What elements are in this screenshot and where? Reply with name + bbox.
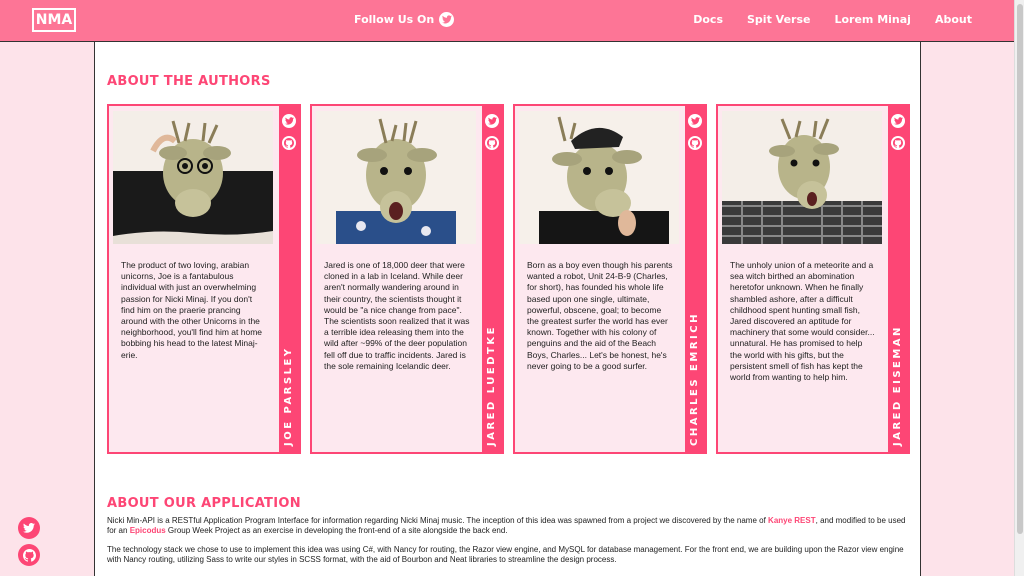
author-strip [888, 106, 908, 452]
twitter-icon[interactable] [688, 114, 702, 128]
authors-title: ABOUT THE AUTHORS [107, 74, 271, 89]
author-card [716, 104, 910, 454]
github-icon[interactable] [891, 136, 905, 150]
author-bio: The unholy union of a meteorite and a sea witch birthed an abomination heretofor unknown. When he finally shambled ashore, after a difficult childhood spent hunting small fish, Jared discovered an aptitude for machinery that some would consider... unnatural. He has promised to help the world with his gifts, but the persistent smell of fish has kept the world from wanting to help him. [730, 260, 875, 383]
logo[interactable]: NMA [32, 8, 76, 32]
nav-link-spit-verse[interactable]: Spit Verse [747, 13, 811, 26]
author-photo [316, 111, 476, 244]
nav-link-lorem-minaj[interactable]: Lorem Minaj [834, 13, 911, 26]
follow-us[interactable] [354, 12, 454, 27]
github-icon[interactable] [18, 544, 40, 566]
author-bio: The product of two loving, arabian unicorns, Joe is a fantabulous individual with just an overwhelming passion for Nicki Minaj. If you don't find him on the praerie prancing around with the other Unicorns in the neighborhood, you'll find him at home bobbing his head to the latest Minaj-erie. [121, 260, 263, 360]
nav-links [693, 13, 972, 26]
author-card [107, 104, 301, 454]
p1-text-b: , and modified to be used for an [107, 516, 906, 535]
epicodus-link[interactable]: Epicodus [129, 526, 166, 535]
navbar [0, 0, 1014, 42]
author-bio: Jared is one of 18,000 deer that were cloned in a lab in Iceland. While deer aren't normally wandering around in their country, the scientists thought it would be "a nice change from pace". The scientists soon realized that it was a terrible idea releasing them into the wild after ~99% of the deer population fell off due to traffic incidents. Jared is the sole remaining Icelandic deer. [324, 260, 470, 371]
author-card [310, 104, 504, 454]
twitter-icon[interactable] [485, 114, 499, 128]
author-photo [519, 111, 679, 244]
github-icon[interactable] [282, 136, 296, 150]
p1-text-c: Group Week Project as an exercise in developing the front-end of a site alongside the back end. [165, 526, 508, 535]
nav-link-about[interactable]: About [934, 13, 972, 26]
follow-label: Follow Us On [354, 13, 435, 26]
author-name: CHARLES EMRICH [689, 312, 700, 446]
author-name: JARED EISEMAN [892, 325, 903, 446]
application-paragraph-1 [107, 516, 912, 536]
twitter-icon[interactable] [18, 517, 40, 539]
author-bio: Born as a boy even though his parents wanted a robot, Unit 24-B-9 (Charles, for short), has founded his whole life based upon one single, ultimate, powerful, obscene, goal; to become the greatest surfer the world has ever known. Together with his colony of penguins and the aid of the Beach Boys, Charles... Let's be honest, he's never going to be a good surfer. [527, 260, 673, 371]
author-name: JARED LUEDTKE [486, 325, 497, 446]
nav-link-docs[interactable]: Docs [693, 13, 723, 26]
twitter-icon[interactable] [282, 114, 296, 128]
author-strip [482, 106, 502, 452]
main-content [94, 42, 921, 576]
twitter-icon[interactable] [439, 12, 454, 27]
application-paragraph-2: The technology stack we chose to use to implement this idea was using C#, with Nancy for routing, the Razor view engine, and MySQL for database management. For the front end, we are building upon the Razor view engine with Nancy routing, utilizing Sass to write our styles in SCSS format, with the aid of Bourbon and Neat libraries to streamline the design process. [107, 545, 904, 564]
author-photo [722, 111, 882, 244]
application-title: ABOUT OUR APPLICATION [107, 496, 301, 511]
author-name: JOE PARSLEY [283, 346, 294, 446]
github-icon[interactable] [485, 136, 499, 150]
scrollbar[interactable] [1014, 0, 1024, 576]
kanye-rest-link[interactable]: Kanye REST [768, 516, 816, 525]
author-strip [279, 106, 299, 452]
twitter-icon[interactable] [891, 114, 905, 128]
github-icon[interactable] [688, 136, 702, 150]
author-strip [685, 106, 705, 452]
author-photo [113, 111, 273, 244]
author-card [513, 104, 707, 454]
p1-text-a: Nicki Min-API is a RESTful Application Program Interface for information regarding Nicki Minaj music. The inception of this idea was spawned from a project we discovered by the name of [107, 516, 769, 525]
scrollbar-thumb[interactable] [1017, 4, 1023, 534]
